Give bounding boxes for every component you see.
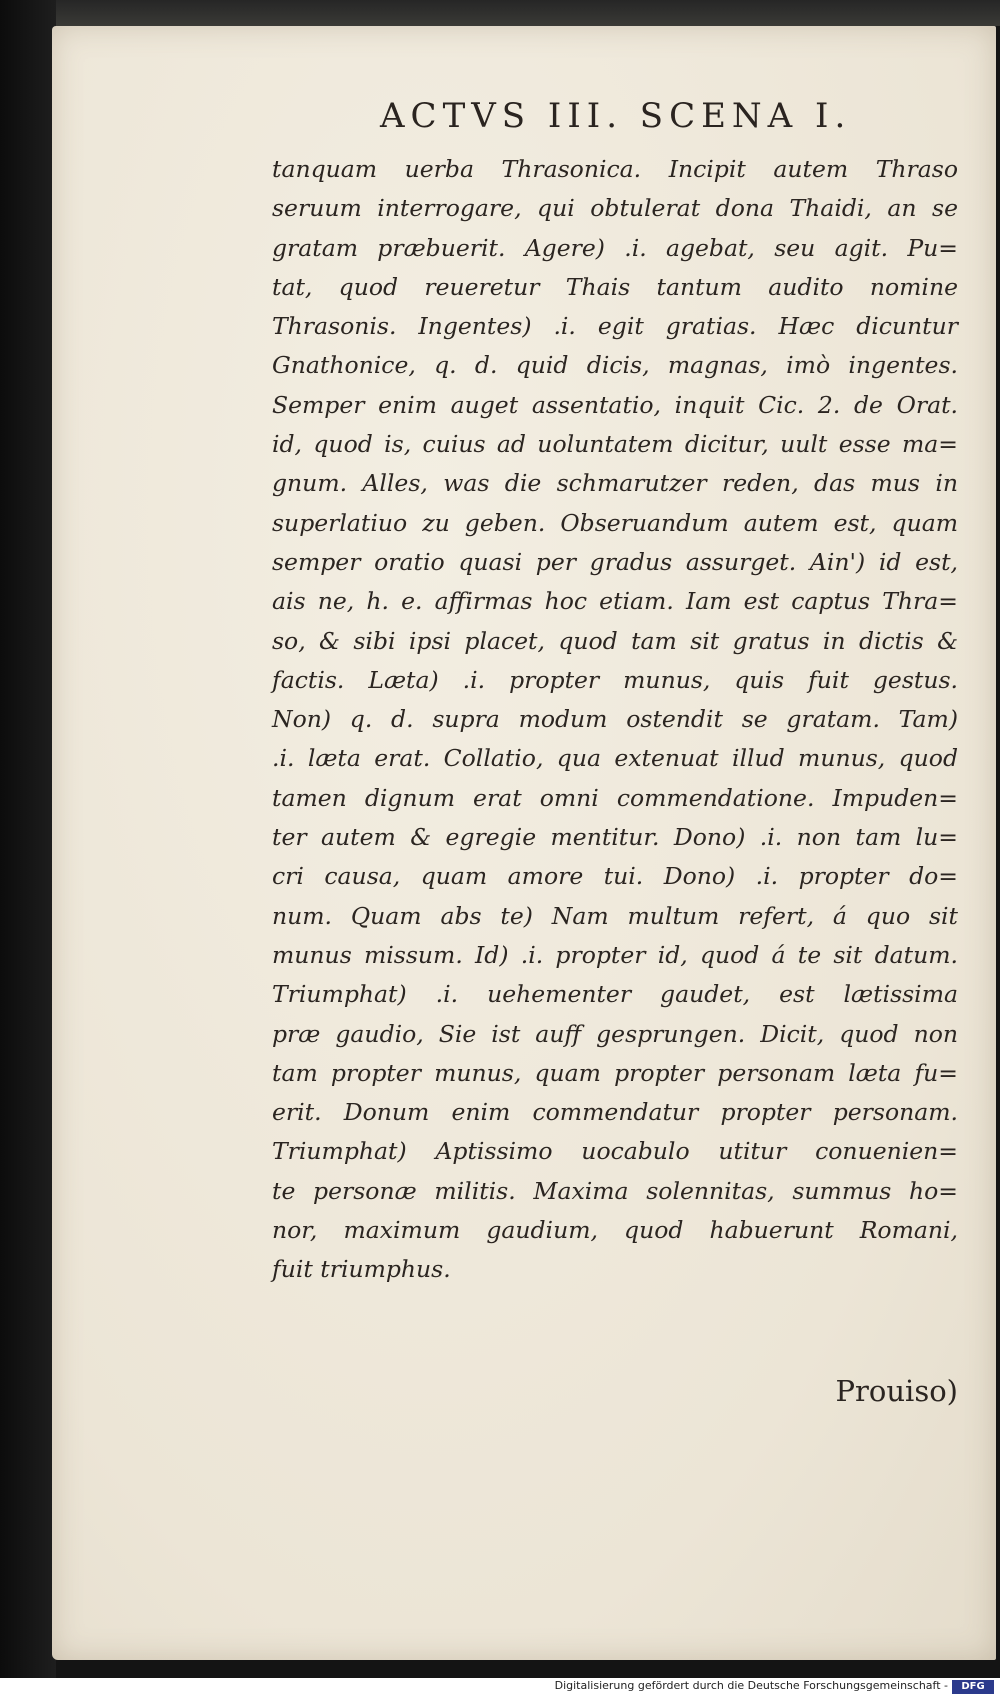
text-line: tanquam uerba Thrasonica. Incipit autem Thraso [272,155,958,183]
text-line: munus missum. Id) .i. propter id, quod á te sit datum. [272,940,958,969]
text-line: id, quod is, cuius ad uoluntatem dicitur, uult esse ma= [272,430,958,459]
footer-bar [0,1678,1000,1697]
text-line: superlatiuo zu geben. Obseruandum autem est, quam [272,508,958,537]
text-line: num. Quam abs te) Nam multum refert, á quo sit [272,901,958,930]
text-line: Gnathonice, q. d. quid dicis, magnas, imò ingentes. [272,351,958,380]
text-line: præ gaudio, Sie ist auff gesprungen. Dicit, quod non [272,1019,958,1048]
text-line: .i. læta erat. Collatio, qua extenuat illud munus, quod [272,744,958,773]
text-line: Triumphat) Aptissimo uocabulo utitur conuenien= [272,1137,958,1166]
binding-shadow [0,0,56,1678]
text-line: gratam præbuerit. Agere) .i. agebat, seu agit. Pu= [272,233,958,262]
text-line: Semper enim auget assentatio, inquit Cic. 2. de Orat. [272,390,958,419]
text-line: tamen dignum erat omni commendatione. Impuden= [272,783,958,812]
text-line: te personæ militis. Maxima solennitas, summus ho= [272,1176,958,1205]
dfg-logo-icon: DFG [952,1680,994,1694]
text-line: factis. Læta) .i. propter munus, quis fuit gestus. [272,665,958,694]
top-page-edge [56,0,1000,26]
commentary-text-block [272,150,958,1290]
text-line: ais ne, h. e. affirmas hoc etiam. Iam est captus Thra= [272,587,958,616]
text-line: tat, quod reueretur Thais tantum audito nomine [272,272,958,301]
text-line: tam propter munus, quam propter personam læta fu= [272,1058,958,1087]
text-line: seruum interrogare, qui obtulerat dona Thaidi, an se [272,194,958,223]
text-line: cri causa, quam amore tui. Dono) .i. propter do= [272,862,958,891]
text-line: erit. Donum enim commendatur propter personam. [272,1098,958,1127]
text-line: Non) q. d. supra modum ostendit se gratam. Tam) [272,705,958,734]
text-line: nor, maximum gaudium, quod habuerunt Romani, [272,1216,958,1245]
text-line: so, & sibi ipsi placet, quod tam sit gratus in dictis & [272,626,958,655]
catchword: Prouiso) [835,1374,958,1408]
text-line: fuit triumphus. [272,1255,451,1284]
text-line: semper oratio quasi per gradus assurget. Ain') id est, [272,547,958,576]
text-line: Thrasonis. Ingentes) .i. egit gratias. Hæc dicuntur [272,312,958,341]
text-line: gnum. Alles, was die schmarutzer reden, das mus in [272,469,958,498]
text-line: ter autem & egregie mentitur. Dono) .i. non tam lu= [272,823,958,852]
digitization-credit: Digitalisierung gefördert durch die Deutsche Forschungsgemeinschaft - [554,1679,948,1692]
running-header: ACTVS III. SCENA I. [380,96,852,136]
text-line: Triumphat) .i. uehementer gaudet, est lætissima [272,980,958,1009]
